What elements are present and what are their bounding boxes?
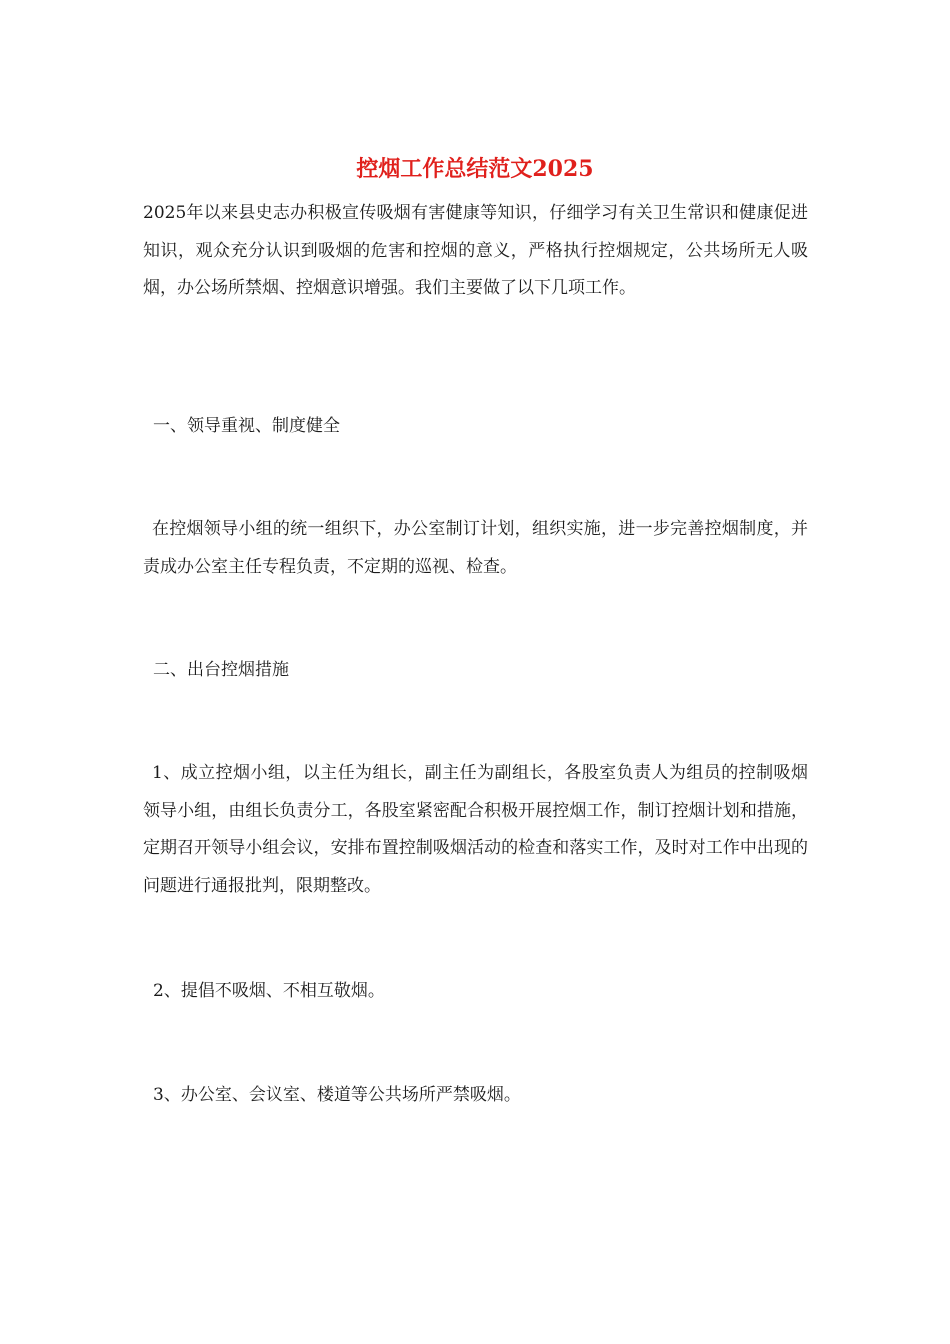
section-heading-2: 二、出台控烟措施 (153, 660, 289, 680)
list-item-1: 1、成立控烟小组，以主任为组长，副主任为副组长，各股室负责人为组员的控制吸烟领导小组，由组长负责分工，各股室紧密配合积极开展控烟工作，制订控烟计划和措施，定期召开领导小组会议，安排布置控制吸烟活动的检查和落实工作，及时对工作中出现的问题进行通报批判，限期整改。 (143, 763, 808, 896)
intro-paragraph: 2025年以来县史志办积极宣传吸烟有害健康等知识，仔细学习有关卫生常识和健康促进知识，观众充分认识到吸烟的危害和控烟的意义，严格执行控烟规定，公共场所无人吸烟，办公场所禁烟、控烟意识增强。我们主要做了以下几项工作。 (143, 203, 808, 298)
document-title: 控烟工作总结范文2025 (356, 156, 594, 182)
list-item-3: 3、办公室、会议室、楼道等公共场所严禁吸烟。 (153, 1085, 521, 1105)
section-1-paragraph: 在控烟领导小组的统一组织下，办公室制订计划，组织实施，进一步完善控烟制度，并责成办公室主任专程负责，不定期的巡视、检查。 (143, 519, 808, 577)
section-heading-1: 一、领导重视、制度健全 (153, 416, 340, 436)
list-item-2: 2、提倡不吸烟、不相互敬烟。 (153, 981, 385, 1001)
